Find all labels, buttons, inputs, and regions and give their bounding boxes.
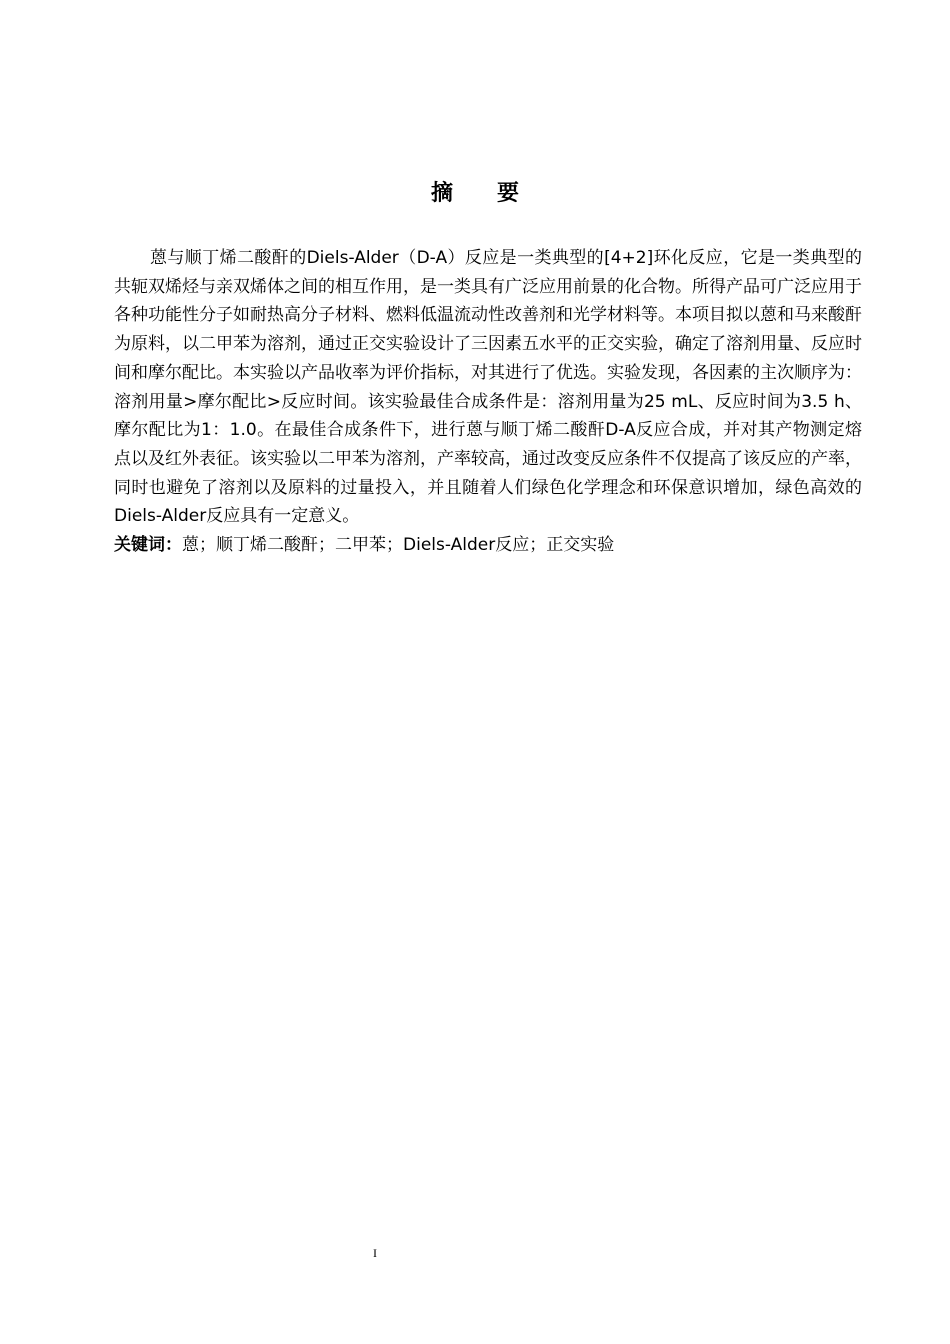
abstract-title: 摘 要 [430, 181, 519, 206]
page-number: I [373, 1246, 377, 1260]
abstract-body [114, 244, 862, 560]
keywords-text: 蒽；顺丁烯二酸酐；二甲苯；Diels-Alder反应；正交实验 [182, 535, 615, 556]
keywords-line [114, 531, 862, 560]
abstract-paragraph: 蒽与顺丁烯二酸酐的Diels-Alder（D-A）反应是一类典型的[4+2]环化反应，它是一类典型的共轭双烯烃与亲双烯体之间的相互作用，是一类具有广泛应用前景的化合物。所得产品可广泛应用于各种功能性分子如耐热高分子材料、燃料低温流动性改善剂和光学材料等。本项目拟以蒽和马来酸酐为原料，以二甲苯为溶剂，通过正交实验设计了三因素五水平的正交实验，确定了溶剂用量、反应时间和摩尔配比。本实验以产品收率为评价指标，对其进行了优选。实验发现，各因素的主次顺序为：溶剂用量>摩尔配比>反应时间。该实验最佳合成条件是：溶剂用量为25 mL、反应时间为3.5 h、摩尔配比为1：1.0。在最佳合成条件下，进行蒽与顺丁烯二酸酐D-A反应合成，并对其产物测定熔点以及红外表征。该实验以二甲苯为溶剂，产率较高，通过改变反应条件不仅提高了该反应的产率，同时也避免了溶剂以及原料的过量投入，并且随着人们绿色化学理念和环保意识增加，绿色高效的Diels-Alder反应具有一定意义。 [114, 248, 862, 527]
keywords-label: 关键词： [114, 535, 182, 556]
